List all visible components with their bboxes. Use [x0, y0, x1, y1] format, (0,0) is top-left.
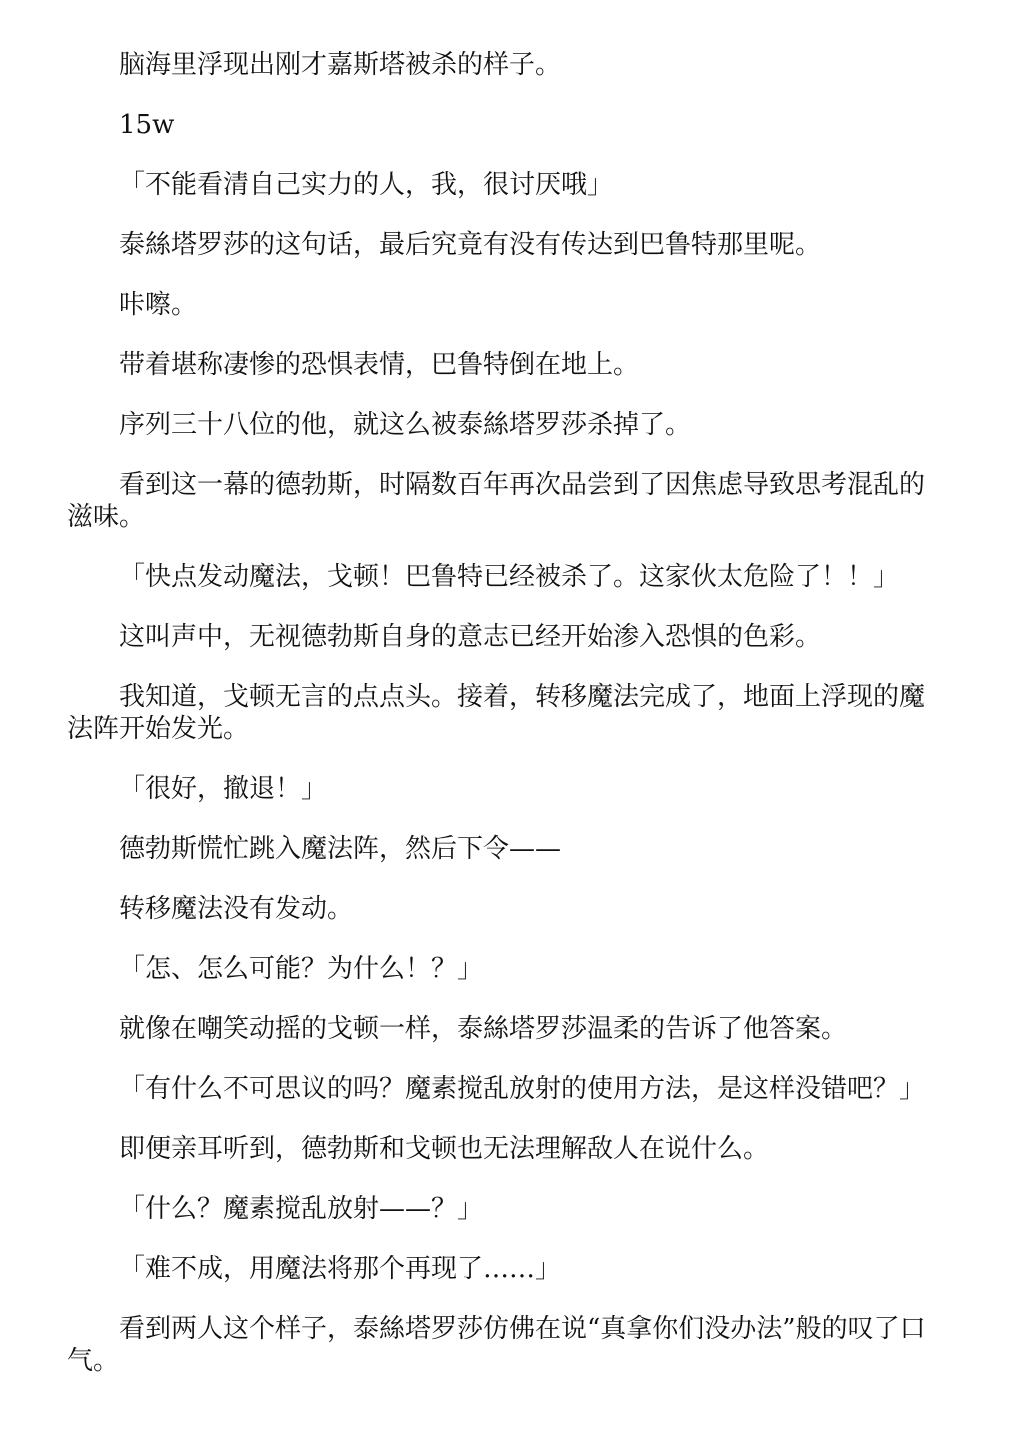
paragraph: 「有什么不可思议的吗？魔素搅乱放射的使用方法，是这样没错吧？」	[119, 1074, 926, 1104]
paragraph: 就像在嘲笑动摇的戈顿一样，泰絲塔罗莎温柔的告诉了他答案。	[119, 1014, 848, 1044]
paragraph: 转移魔法没有发动。	[119, 894, 354, 924]
paragraph: 「什么？魔素搅乱放射——？」	[119, 1194, 484, 1224]
paragraph: 序列三十八位的他，就这么被泰絲塔罗莎杀掉了。	[119, 410, 692, 440]
document-page	[67, 49, 927, 1405]
paragraph: 德勃斯慌忙跳入魔法阵，然后下令——	[119, 834, 562, 864]
paragraph: 「快点发动魔法，戈顿！巴鲁特已经被杀了。这家伙太危险了！！」	[119, 562, 900, 592]
paragraph: 这叫声中，无视德勃斯自身的意志已经开始渗入恐惧的色彩。	[119, 622, 822, 652]
paragraph: 「怎、怎么可能？为什么！？」	[119, 954, 484, 984]
paragraph: 带着堪称凄惨的恐惧表情，巴鲁特倒在地上。	[119, 350, 640, 380]
paragraph: 15w	[119, 110, 175, 140]
paragraph: 「很好，撤退！」	[119, 774, 328, 804]
paragraph: 「难不成，用魔法将那个再现了……」	[119, 1254, 562, 1284]
paragraph: 「不能看清自己实力的人，我，很讨厌哦」	[119, 170, 614, 200]
paragraph: 我知道，戈顿无言的点点头。接着，转移魔法完成了，地面上浮现的魔法阵开始发光。	[67, 682, 926, 744]
paragraph: 看到这一幕的德勃斯，时隔数百年再次品尝到了因焦虑导致思考混乱的滋味。	[67, 470, 926, 532]
paragraph: 即便亲耳听到，德勃斯和戈顿也无法理解敌人在说什么。	[119, 1134, 770, 1164]
paragraph: 看到两人这个样子，泰絲塔罗莎仿佛在说“真拿你们没办法”般的叹了口气。	[67, 1314, 926, 1376]
paragraph: 泰絲塔罗莎的这句话，最后究竟有没有传达到巴鲁特那里呢。	[119, 230, 822, 260]
paragraph: 脑海里浮现出刚才嘉斯塔被杀的样子。	[119, 50, 562, 80]
paragraph: 咔嚓。	[119, 290, 198, 320]
